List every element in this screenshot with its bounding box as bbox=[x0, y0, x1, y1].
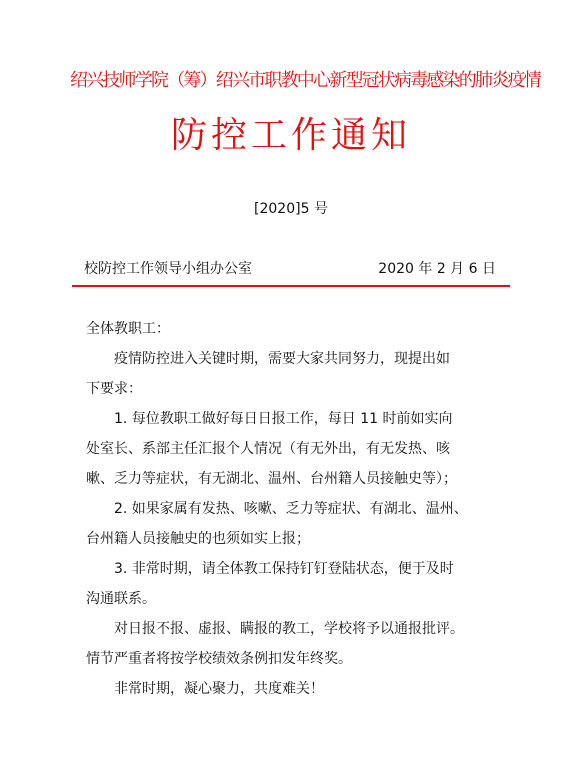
notice-body bbox=[86, 314, 506, 704]
main-title: 防控工作通知 bbox=[170, 115, 411, 156]
item-3-line-2: 沟通联系。 bbox=[86, 591, 156, 607]
salutation: 全体教职工： bbox=[86, 321, 170, 337]
intro-line-2: 下要求： bbox=[86, 381, 142, 397]
item-3-line-1: 3. 非常时期，请全体教工保持钉钉登陆状态，便于及时 bbox=[114, 561, 454, 577]
issuer-name: 校防控工作领导小组办公室 bbox=[84, 261, 252, 277]
item-1-line-3: 嗽、乏力等症状，有无湖北、温州、台州籍人员接触史等）； bbox=[86, 471, 457, 487]
org-title: 绍兴技师学院（筹）绍兴市职教中心新型冠状病毒感染的肺炎疫情 bbox=[70, 70, 540, 91]
item-1-line-2: 处室长、系部主任汇报个人情况（有无外出，有无发热、咳 bbox=[86, 441, 450, 457]
document-number: [2020]5 号 bbox=[254, 201, 328, 217]
item-2-line-1: 2. 如果家属有发热、咳嗽、乏力等症状、有湖北、温州、 bbox=[114, 501, 468, 517]
intro-line-1: 疫情防控进入关键时期，需要大家共同努力，现提出如 bbox=[114, 351, 450, 367]
red-divider-line bbox=[72, 285, 510, 287]
item-1-line-1: 1. 每位教职工做好每日日报工作，每日 11 时前如实向 bbox=[114, 411, 453, 427]
closing-line: 非常时期，凝心聚力，共度难关！ bbox=[114, 681, 324, 697]
warning-line-2: 情节严重者将按学校绩效条例扣发年终奖。 bbox=[86, 651, 352, 667]
item-2-line-2: 台州籍人员接触史的也须如实上报； bbox=[86, 531, 310, 547]
warning-line-1: 对日报不报、虚报、瞒报的教工，学校将予以通报批评。 bbox=[114, 621, 464, 637]
issue-date: 2020 年 2 月 6 日 bbox=[378, 261, 496, 277]
